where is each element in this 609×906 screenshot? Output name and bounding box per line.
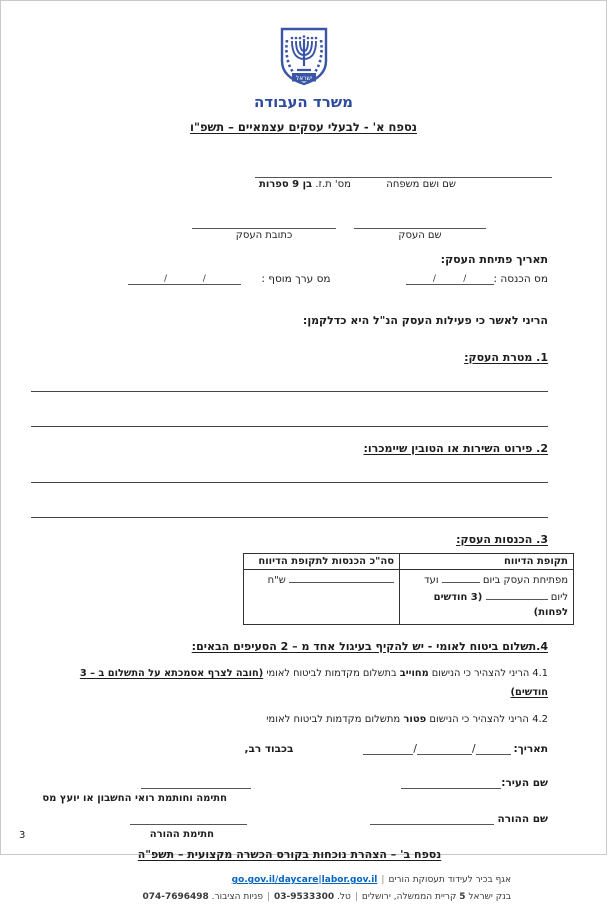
date-slash: / — [432, 274, 436, 284]
section2-fill-line-2 — [31, 516, 548, 518]
business-address-label: כתובת העסק — [235, 230, 293, 241]
section2-fill-line-1 — [31, 481, 548, 483]
total-cell — [244, 570, 400, 625]
business-row — [1, 215, 486, 241]
id-label-group — [259, 179, 351, 190]
period-until-fill-line — [486, 589, 548, 600]
footer-separator: | — [266, 891, 271, 902]
parent-name-row — [31, 813, 548, 825]
form-body — [1, 253, 606, 861]
footer-address-part2: קריית הממשלה, ירושלים — [361, 891, 460, 902]
business-name-field — [354, 215, 486, 241]
signature-date-field — [363, 743, 510, 755]
date-slash: / — [471, 743, 476, 756]
currency-label: ש"ח — [267, 575, 286, 586]
regards-text: בכבוד רב, — [244, 743, 294, 756]
period-from-fill-line — [442, 572, 480, 583]
business-address-field — [192, 215, 336, 241]
item1-attachment-note-wrap: חודשים) — [510, 686, 548, 698]
page-header — [1, 1, 606, 111]
income-tax-date-field — [406, 271, 494, 285]
period-minimum-note: (3 חודשים לפחות) — [433, 591, 568, 618]
date-label: תאריך: — [513, 743, 548, 756]
item1-attachment-note: (חובה לצרף אסמכתא על התשלום ב – 3 — [79, 668, 264, 679]
emblem-caption: ישראל — [295, 74, 312, 82]
income-tax-label: מס הכנסה : — [493, 273, 548, 285]
period-text-until: ועד ליום — [424, 575, 568, 603]
period-column-header: תקופת הדיווח — [400, 554, 574, 570]
labor-gov-link[interactable]: labor.gov.il — [321, 875, 378, 886]
city-label: שם העיר: — [501, 777, 548, 790]
footer-public-label: פניות הציבור. — [208, 891, 263, 902]
item1-obligated: מחוייב — [399, 668, 429, 679]
income-table — [243, 553, 574, 625]
name-id-row — [255, 164, 552, 190]
daycare-link[interactable]: go.gov.il/daycare — [231, 875, 319, 886]
item2-exempt: פטור — [403, 714, 427, 726]
date-month-fill-line — [417, 743, 472, 755]
form-title: נספח א' - לבעלי עסקים עצמאיים – תשפ"ו — [190, 120, 417, 134]
parent-signature-line — [130, 814, 247, 825]
footer-dept: אגף בכיר לעידוד תעסוקת הורים — [388, 875, 511, 886]
vat-label: מס ערך מוסף : — [261, 273, 331, 285]
opening-date-row — [31, 271, 548, 285]
date-slash: / — [164, 274, 168, 284]
parent-signature-caption: חתימת ההורה — [149, 829, 214, 841]
section4-heading: 4.תשלום ביטוח לאומי - יש להקיף בעיגול אחד מ – 2 הסעיפים הבאים: — [191, 640, 548, 653]
date-slash: / — [202, 274, 206, 284]
date-signoff-row — [31, 743, 548, 755]
city-fill-line — [401, 778, 501, 789]
footer-line-2 — [1, 889, 511, 906]
footer-address-part1: בנק ישראל — [465, 891, 511, 902]
date-day-fill-line — [476, 743, 511, 755]
section4-item-1 — [31, 665, 548, 702]
opening-date-heading: תאריך פתיחת העסק: — [440, 253, 548, 266]
parent-name-fill-line — [370, 814, 494, 825]
accountant-signature-line — [141, 778, 251, 789]
vat-date-field — [128, 271, 241, 285]
total-column-header: סה"כ הכנסות לתקופת הדיווח — [244, 554, 400, 570]
section4-item-2 — [31, 714, 548, 725]
total-fill-line — [289, 572, 394, 583]
full-name-label: שם ושם משפחה — [386, 179, 456, 190]
period-cell — [400, 570, 574, 625]
business-name-label: שם העסק — [398, 230, 442, 241]
accountant-caption: חתימה וחותמת רואי החשבון או יועץ מס — [42, 793, 227, 805]
item1-prefix: 4.1 הריני להצהיר כי הנישום — [428, 668, 548, 679]
footer-tel-label: טל. — [334, 891, 351, 902]
ministry-name: משרד העבודה — [253, 93, 354, 111]
section3-heading: 3. הכנסות העסק: — [456, 533, 548, 546]
section1-fill-line-2 — [31, 425, 548, 427]
income-table-row — [244, 570, 574, 625]
appendix-b-heading: נספח ב' – הצהרת נוכחות בקורס הכשרה מקצועית – תשפ"ה — [137, 848, 442, 862]
footer-address-number: 5 — [459, 891, 466, 902]
item2-prefix: 4.2 הריני להצהיר כי הנישום — [426, 714, 548, 726]
period-text-from: מפתיחת העסק ביום — [482, 575, 568, 586]
footer-line-1 — [1, 872, 511, 889]
section2-heading: 2. פירוט השירות או הטובין שיימכרו: — [363, 442, 548, 455]
footer-separator: | — [381, 875, 385, 886]
footer-tel-number: 03-9533300 — [274, 891, 335, 902]
footer-separator: | — [354, 891, 358, 902]
date-year-fill-line — [363, 743, 413, 755]
footer-public-number: 074-7696498 — [142, 891, 209, 902]
business-name-fill-line — [354, 215, 486, 229]
city-row — [31, 777, 548, 789]
id-digits-note: בן 9 ספרות — [259, 179, 313, 190]
footer-link-separator: | — [318, 875, 322, 886]
declaration-heading: הריני לאשר כי פעילות העסק הנ"ל היא כדלקמן: — [302, 314, 548, 327]
section1-heading: 1. מטרת העסק: — [464, 351, 548, 364]
parent-name-label: שם ההורה — [497, 813, 548, 826]
page-footer — [1, 872, 606, 905]
item2-suffix: מתשלום מקדמות לביטוח לאומי — [266, 714, 404, 726]
section1-fill-line-1 — [31, 390, 548, 392]
date-slash: / — [413, 743, 417, 756]
item1-mid: בתשלום מקדמות לביטוח לאומי — [263, 668, 400, 679]
page-number: 3 — [19, 830, 26, 841]
business-address-fill-line — [192, 215, 336, 229]
israel-state-emblem-icon — [277, 27, 331, 87]
name-id-fill-line — [255, 164, 552, 178]
id-number-label: מס' ת.ז. — [315, 179, 351, 190]
date-slash: / — [463, 274, 467, 284]
